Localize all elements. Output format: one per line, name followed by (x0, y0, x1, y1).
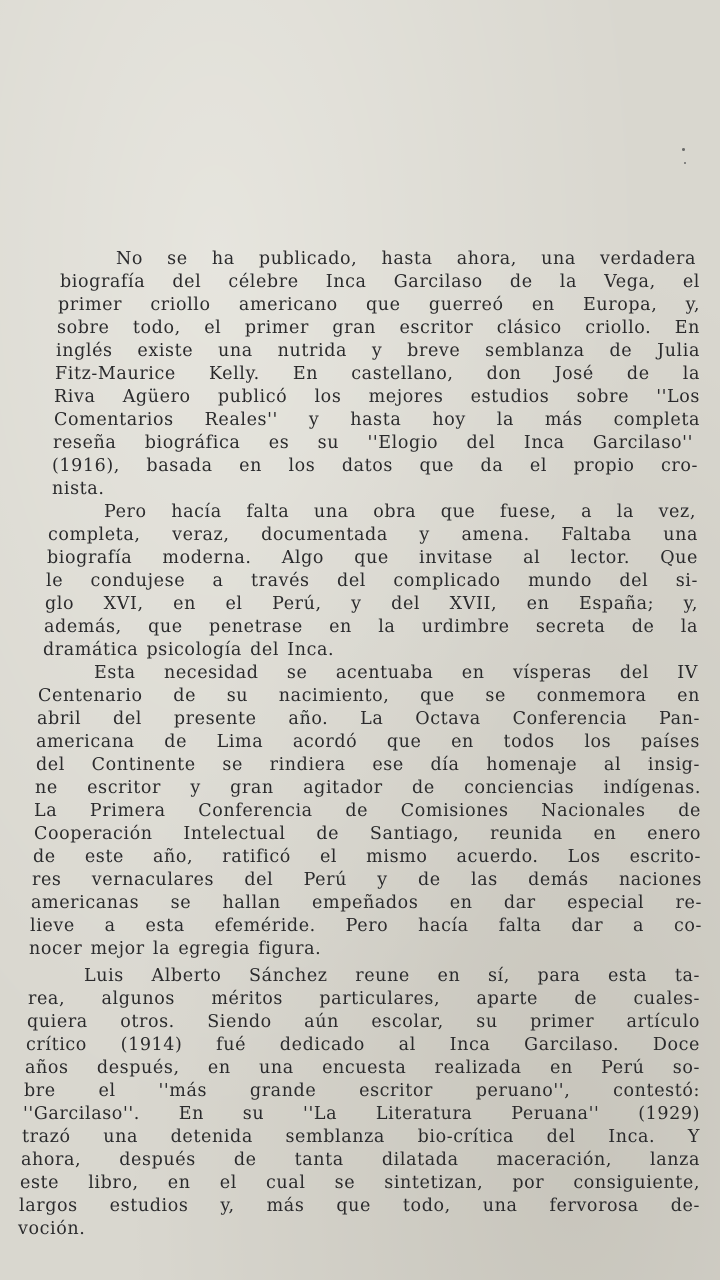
paragraph-3 (12, 662, 712, 961)
text-line: biografía moderna. Algo que invitase al lector. Que (47, 548, 698, 568)
text-line: este libro, en el cual se sintetizan, por consiguiente, (20, 1173, 700, 1193)
text-line: rea, algunos méritos particulares, aparte de cuales- (28, 989, 700, 1009)
text-line: primer criollo americano que guerreó en Europa, y, (58, 295, 700, 315)
text-line: Luis Alberto Sánchez reune en sí, para esta ta- (84, 966, 700, 986)
text-line: de este año, ratificó el mismo acuerdo. Los escrito- (33, 847, 701, 867)
text-line: inglés existe una nutrida y breve semblanza de Julia (56, 341, 700, 361)
ink-speck (682, 148, 685, 151)
ink-speck (684, 162, 686, 164)
text-line: además, que penetrase en la urdimbre secreta de la (44, 617, 698, 637)
text-line: años después, en una encuesta realizada en Perú so- (25, 1058, 700, 1078)
paragraph-2 (12, 501, 712, 662)
body-text (12, 248, 712, 1241)
text-line: biografía del célebre Inca Garcilaso de la Vega, el (60, 272, 700, 292)
text-line: abril del presente año. La Octava Conferencia Pan- (37, 709, 700, 729)
text-line: americanas se hallan empeñados en dar especial re- (31, 893, 702, 913)
text-line: Cooperación Intelectual de Santiago, reunida en enero (34, 824, 701, 844)
text-line: Fitz-Maurice Kelly. En castellano, don José de la (55, 364, 700, 384)
text-line: Comentarios Reales'' y hasta hoy la más completa (54, 410, 700, 430)
text-line: ''Garcilaso''. En su ''La Literatura Peruana'' (1929) (23, 1104, 700, 1124)
text-line: res vernaculares del Perú y de las demás naciones (32, 870, 702, 890)
text-line: reseña biográfica es su ''Elogio del Inca Garcilaso'' (53, 433, 693, 453)
text-line: le condujese a través del complicado mundo del si- (46, 571, 698, 591)
text-line: Centenario de su nacimiento, que se conmemora en (38, 686, 700, 706)
text-line: bre el ''más grande escritor peruano'', contestó: (24, 1081, 700, 1101)
text-line: crítico (1914) fué dedicado al Inca Garcilaso. Doce (26, 1035, 700, 1055)
text-line: Riva Agüero publicó los mejores estudios sobre ''Los (54, 387, 700, 407)
text-line: Pero hacía falta una obra que fuese, a la vez, (104, 502, 696, 522)
paragraph-4 (12, 965, 712, 1241)
text-line: voción. (18, 1219, 86, 1239)
text-line: ne escritor y gran agitador de conciencias indígenas. (35, 778, 701, 798)
text-line: No se ha publicado, hasta ahora, una verdadera (116, 249, 696, 269)
paragraph-1 (12, 248, 712, 501)
text-line: sobre todo, el primer gran escritor clásico criollo. En (57, 318, 700, 338)
text-line: dramática psicología del Inca. (43, 640, 335, 660)
text-line: largos estudios y, más que todo, una fervorosa de- (19, 1196, 700, 1216)
text-line: nista. (52, 479, 105, 499)
text-line: americana de Lima acordó que en todos los países (36, 732, 700, 752)
text-line: trazó una detenida semblanza bio-crítica del Inca. Y (22, 1127, 700, 1147)
text-line: nocer mejor la egregia figura. (29, 939, 322, 959)
text-line: glo XVI, en el Perú, y del XVII, en España; y, (45, 594, 698, 614)
text-line: del Continente se rindiera ese día homenaje al insig- (36, 755, 700, 775)
text-line: quiera otros. Siendo aún escolar, su primer artículo (27, 1012, 700, 1032)
text-line: completa, veraz, documentada y amena. Faltaba una (48, 525, 698, 545)
text-line: lieve a esta efeméride. Pero hacía falta dar a co- (30, 916, 702, 936)
text-line: La Primera Conferencia de Comisiones Nacionales de (34, 801, 701, 821)
text-line: Esta necesidad se acentuaba en vísperas del IV (94, 663, 698, 683)
text-line: ahora, después de tanta dilatada maceración, lanza (21, 1150, 700, 1170)
text-line: (1916), basada en los datos que da el propio cro- (52, 456, 698, 476)
